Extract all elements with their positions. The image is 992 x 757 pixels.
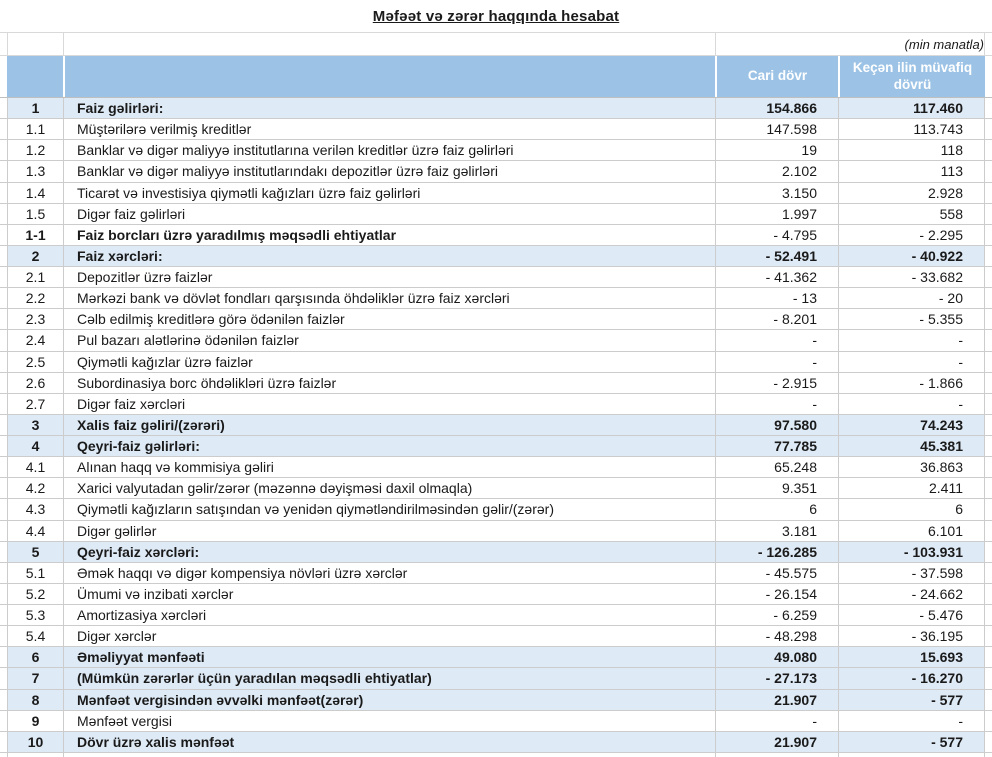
row-left-margin-cell: [0, 605, 7, 625]
row-label-cell: Xalis faiz gəliri/(zərəri): [63, 415, 715, 435]
row-label-cell: Depozitlər üzrə faizlər: [63, 267, 715, 287]
row-previous-period-cell: - 1.866: [838, 373, 985, 393]
table-row: [0, 119, 992, 140]
row-left-margin-cell: [0, 246, 7, 266]
row-current-period-cell: - 4.795: [715, 225, 838, 245]
row-previous-period-cell: 45.381: [838, 436, 985, 456]
row-left-margin-cell: [0, 288, 7, 308]
row-label-cell: Müştərilərə verilmiş kreditlər: [63, 119, 715, 139]
title-row: [0, 0, 992, 33]
row-label-cell: Qiymətli kağızların satışından və yenidən qiymətləndirilməsindən gəlir/(zərər): [63, 499, 715, 519]
row-label-cell: [63, 753, 715, 757]
table-row: [0, 626, 992, 647]
row-label-cell: Mənfəət vergisi: [63, 711, 715, 731]
table-row: [0, 98, 992, 119]
row-label-cell: Faiz borcları üzrə yaradılmış məqsədli ehtiyatlar: [63, 225, 715, 245]
row-previous-period-cell: - 5.476: [838, 605, 985, 625]
row-number-cell: [7, 753, 63, 757]
row-number-cell: 2.1: [7, 267, 63, 287]
gridline: [63, 33, 64, 55]
row-label-cell: Əmək haqqı və digər kompensiya növləri üzrə xərclər: [63, 563, 715, 583]
table-row: [0, 330, 992, 351]
row-number-cell: 2.6: [7, 373, 63, 393]
table-row: [0, 711, 992, 732]
row-current-period-cell: -: [715, 394, 838, 414]
row-previous-period-cell: - 37.598: [838, 563, 985, 583]
row-current-period-cell: [715, 753, 838, 757]
table-row: [0, 140, 992, 161]
table-row: [0, 436, 992, 457]
table-row: [0, 288, 992, 309]
row-number-cell: 2.4: [7, 330, 63, 350]
row-current-period-cell: - 27.173: [715, 668, 838, 688]
row-label-cell: Alınan haqq və kommisiya gəliri: [63, 457, 715, 477]
row-left-margin-cell: [0, 690, 7, 710]
table-row: [0, 415, 992, 436]
header-left-margin-cell: [0, 56, 7, 97]
row-number-cell: 5: [7, 542, 63, 562]
row-left-margin-cell: [0, 711, 7, 731]
table-row: [0, 394, 992, 415]
header-current-period-cell: Cari dövr: [715, 56, 838, 97]
table-row: [0, 478, 992, 499]
table-row: [0, 457, 992, 478]
row-previous-period-cell: - 16.270: [838, 668, 985, 688]
table-row: [0, 183, 992, 204]
row-label-cell: Mərkəzi bank və dövlət fondları qarşısında öhdəliklər üzrə faiz xərcləri: [63, 288, 715, 308]
row-number-cell: 7: [7, 668, 63, 688]
row-previous-period-cell: - 24.662: [838, 584, 985, 604]
row-previous-period-cell: - 5.355: [838, 309, 985, 329]
row-previous-period-cell: 113: [838, 161, 985, 181]
row-previous-period-cell: 118: [838, 140, 985, 160]
row-left-margin-cell: [0, 732, 7, 752]
row-current-period-cell: 21.907: [715, 690, 838, 710]
row-label-cell: Dövr üzrə xalis mənfəət: [63, 732, 715, 752]
row-left-margin-cell: [0, 225, 7, 245]
unit-note: (min manatla): [904, 36, 984, 52]
table-body: [0, 98, 992, 753]
row-number-cell: 4.3: [7, 499, 63, 519]
row-current-period-cell: 6: [715, 499, 838, 519]
row-label-cell: Banklar və digər maliyyə institutlarındakı depozitlər üzrə faiz gəlirləri: [63, 161, 715, 181]
row-number-cell: 3: [7, 415, 63, 435]
row-left-margin-cell: [0, 98, 7, 118]
row-label-cell: (Mümkün zərərlər üçün yaradılan məqsədli ehtiyatlar): [63, 668, 715, 688]
table-row: [0, 373, 992, 394]
row-previous-period-cell: -: [838, 330, 985, 350]
row-previous-period-cell: - 577: [838, 690, 985, 710]
row-left-margin-cell: [0, 521, 7, 541]
row-previous-period-cell: 15.693: [838, 647, 985, 667]
row-previous-period-cell: - 20: [838, 288, 985, 308]
row-number-cell: 1.4: [7, 183, 63, 203]
table-row: [0, 225, 992, 246]
row-left-margin-cell: [0, 753, 7, 757]
row-label-cell: Qeyri-faiz xərcləri:: [63, 542, 715, 562]
row-previous-period-cell: - 2.295: [838, 225, 985, 245]
row-current-period-cell: - 8.201: [715, 309, 838, 329]
row-left-margin-cell: [0, 584, 7, 604]
row-label-cell: Digər gəlirlər: [63, 521, 715, 541]
header-number-cell: [7, 56, 63, 97]
row-left-margin-cell: [0, 119, 7, 139]
row-current-period-cell: 2.102: [715, 161, 838, 181]
table-row: [0, 584, 992, 605]
row-number-cell: 2.2: [7, 288, 63, 308]
row-current-period-cell: - 45.575: [715, 563, 838, 583]
row-left-margin-cell: [0, 373, 7, 393]
row-left-margin-cell: [0, 647, 7, 667]
row-current-period-cell: 21.907: [715, 732, 838, 752]
row-current-period-cell: 49.080: [715, 647, 838, 667]
row-current-period-cell: 3.181: [715, 521, 838, 541]
row-label-cell: Subordinasiya borc öhdəlikləri üzrə faizlər: [63, 373, 715, 393]
row-left-margin-cell: [0, 204, 7, 224]
table-row: [0, 732, 992, 753]
row-previous-period-cell: 36.863: [838, 457, 985, 477]
row-number-cell: 2: [7, 246, 63, 266]
row-current-period-cell: - 13: [715, 288, 838, 308]
row-previous-period-cell: 2.411: [838, 478, 985, 498]
table-partial-row: [0, 753, 992, 757]
row-left-margin-cell: [0, 267, 7, 287]
row-current-period-cell: 97.580: [715, 415, 838, 435]
row-left-margin-cell: [0, 563, 7, 583]
row-number-cell: 2.7: [7, 394, 63, 414]
row-number-cell: 1.1: [7, 119, 63, 139]
row-number-cell: 1.2: [7, 140, 63, 160]
row-label-cell: Mənfəət vergisindən əvvəlki mənfəət(zərər): [63, 690, 715, 710]
table-row: [0, 204, 992, 225]
row-current-period-cell: 65.248: [715, 457, 838, 477]
row-current-period-cell: 154.866: [715, 98, 838, 118]
row-label-cell: Faiz xərcləri:: [63, 246, 715, 266]
row-number-cell: 4.4: [7, 521, 63, 541]
row-previous-period-cell: - 40.922: [838, 246, 985, 266]
gridline: [715, 33, 716, 55]
table-row: [0, 605, 992, 626]
table-row: [0, 563, 992, 584]
row-previous-period-cell: 6.101: [838, 521, 985, 541]
row-number-cell: 5.4: [7, 626, 63, 646]
row-left-margin-cell: [0, 499, 7, 519]
row-label-cell: Ticarət və investisiya qiymətli kağızları üzrə faiz gəlirləri: [63, 183, 715, 203]
row-number-cell: 8: [7, 690, 63, 710]
row-left-margin-cell: [0, 457, 7, 477]
row-left-margin-cell: [0, 626, 7, 646]
row-label-cell: Amortizasiya xərcləri: [63, 605, 715, 625]
row-label-cell: Digər xərclər: [63, 626, 715, 646]
row-left-margin-cell: [0, 309, 7, 329]
row-previous-period-cell: -: [838, 711, 985, 731]
row-label-cell: Əməliyyat mənfəəti: [63, 647, 715, 667]
row-current-period-cell: 9.351: [715, 478, 838, 498]
gridline: [7, 33, 8, 55]
row-previous-period-cell: 74.243: [838, 415, 985, 435]
table-row: [0, 309, 992, 330]
row-number-cell: 2.5: [7, 352, 63, 372]
row-left-margin-cell: [0, 436, 7, 456]
row-number-cell: 4.2: [7, 478, 63, 498]
table-row: [0, 668, 992, 689]
row-current-period-cell: - 52.491: [715, 246, 838, 266]
row-left-margin-cell: [0, 668, 7, 688]
row-current-period-cell: 77.785: [715, 436, 838, 456]
header-previous-period-cell: Keçən ilin müvafiq dövrü: [838, 56, 985, 97]
row-number-cell: 5.2: [7, 584, 63, 604]
table-row: [0, 542, 992, 563]
row-label-cell: Digər faiz gəlirləri: [63, 204, 715, 224]
pl-table: [0, 56, 992, 757]
row-label-cell: Banklar və digər maliyyə institutlarına verilən kreditlər üzrə faiz gəlirləri: [63, 140, 715, 160]
row-number-cell: 5.3: [7, 605, 63, 625]
row-previous-period-cell: - 103.931: [838, 542, 985, 562]
row-previous-period-cell: -: [838, 352, 985, 372]
row-previous-period-cell: 6: [838, 499, 985, 519]
row-current-period-cell: - 41.362: [715, 267, 838, 287]
page-title: Məfəət və zərər haqqında hesabat: [372, 7, 620, 25]
row-left-margin-cell: [0, 415, 7, 435]
row-current-period-cell: 19: [715, 140, 838, 160]
row-label-cell: Qiymətli kağızlar üzrə faizlər: [63, 352, 715, 372]
row-current-period-cell: - 26.154: [715, 584, 838, 604]
row-left-margin-cell: [0, 394, 7, 414]
row-current-period-cell: - 126.285: [715, 542, 838, 562]
row-label-cell: Faiz gəlirləri:: [63, 98, 715, 118]
row-current-period-cell: 1.997: [715, 204, 838, 224]
row-number-cell: 5.1: [7, 563, 63, 583]
row-number-cell: 2.3: [7, 309, 63, 329]
table-row: [0, 499, 992, 520]
table-header-row: [0, 56, 992, 98]
row-previous-period-cell: - 36.195: [838, 626, 985, 646]
table-row: [0, 521, 992, 542]
row-current-period-cell: -: [715, 352, 838, 372]
table-row: [0, 352, 992, 373]
row-number-cell: 1-1: [7, 225, 63, 245]
table-row: [0, 267, 992, 288]
row-number-cell: 4.1: [7, 457, 63, 477]
row-current-period-cell: 147.598: [715, 119, 838, 139]
row-current-period-cell: -: [715, 330, 838, 350]
gridline: [984, 33, 985, 55]
row-left-margin-cell: [0, 330, 7, 350]
table-row: [0, 161, 992, 182]
row-current-period-cell: - 48.298: [715, 626, 838, 646]
row-number-cell: 10: [7, 732, 63, 752]
row-number-cell: 6: [7, 647, 63, 667]
row-number-cell: 9: [7, 711, 63, 731]
row-current-period-cell: 3.150: [715, 183, 838, 203]
row-previous-period-cell: [838, 753, 985, 757]
row-left-margin-cell: [0, 183, 7, 203]
row-previous-period-cell: 117.460: [838, 98, 985, 118]
row-label-cell: Qeyri-faiz gəlirləri:: [63, 436, 715, 456]
row-label-cell: Pul bazarı alətlərinə ödənilən faizlər: [63, 330, 715, 350]
row-previous-period-cell: 113.743: [838, 119, 985, 139]
row-previous-period-cell: - 577: [838, 732, 985, 752]
row-label-cell: Digər faiz xərcləri: [63, 394, 715, 414]
row-left-margin-cell: [0, 140, 7, 160]
row-label-cell: Xarici valyutadan gəlir/zərər (məzənnə dəyişməsi daxil olmaqla): [63, 478, 715, 498]
row-left-margin-cell: [0, 478, 7, 498]
row-previous-period-cell: 558: [838, 204, 985, 224]
row-current-period-cell: - 2.915: [715, 373, 838, 393]
row-number-cell: 1.5: [7, 204, 63, 224]
row-previous-period-cell: 2.928: [838, 183, 985, 203]
row-label-cell: Cəlb edilmiş kreditlərə görə ödənilən faizlər: [63, 309, 715, 329]
row-number-cell: 1.3: [7, 161, 63, 181]
row-number-cell: 4: [7, 436, 63, 456]
table-row: [0, 690, 992, 711]
table-row: [0, 647, 992, 668]
unit-note-row: [0, 33, 992, 56]
header-label-cell: [63, 56, 715, 97]
row-left-margin-cell: [0, 161, 7, 181]
row-current-period-cell: - 6.259: [715, 605, 838, 625]
row-left-margin-cell: [0, 542, 7, 562]
table-row: [0, 246, 992, 267]
row-previous-period-cell: -: [838, 394, 985, 414]
row-previous-period-cell: - 33.682: [838, 267, 985, 287]
row-label-cell: Ümumi və inzibati xərclər: [63, 584, 715, 604]
row-left-margin-cell: [0, 352, 7, 372]
row-number-cell: 1: [7, 98, 63, 118]
row-current-period-cell: -: [715, 711, 838, 731]
